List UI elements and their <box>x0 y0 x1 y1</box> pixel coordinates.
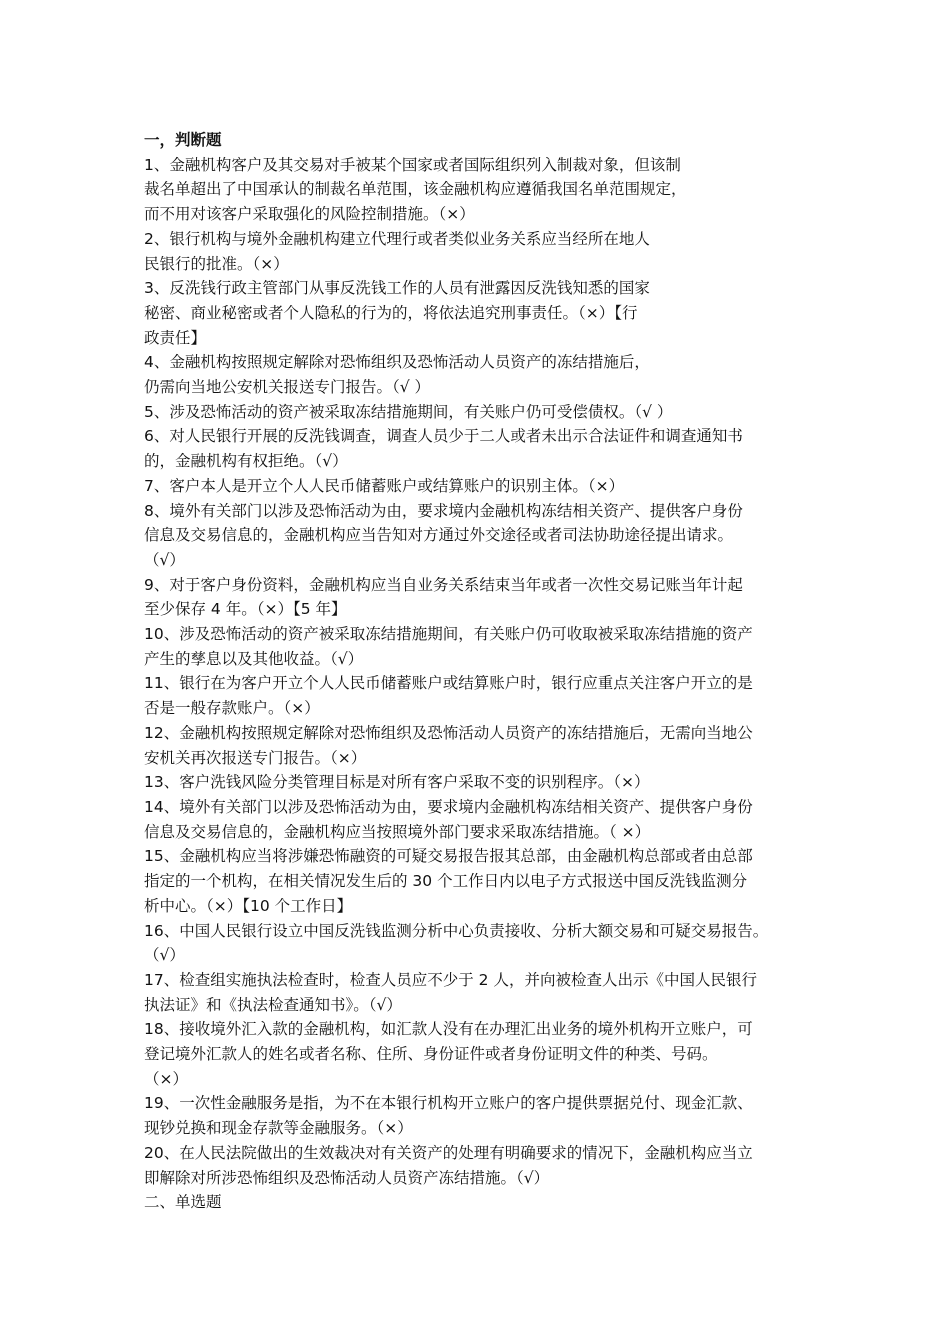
text-line: 析中心。（×）【10 个工作日】 <box>144 896 353 915</box>
text-line: 7、客户本人是开立个人人民币储蓄账户或结算账户的识别主体。（×） <box>144 476 625 495</box>
text-line: 8、境外有关部门以涉及恐怖活动为由，要求境内金融机构冻结相关资产、提供客户身份 <box>144 501 743 520</box>
text-line: 18、接收境外汇入款的金融机构，如汇款人没有在办理汇出业务的境外机构开立账户，可 <box>144 1020 753 1039</box>
text-line: 至少保存 4 年。（×）【5 年】 <box>144 600 347 619</box>
text-line: 而不用对该客户采取强化的风险控制措施。（×） <box>144 205 475 224</box>
text-line: （√） <box>144 550 185 569</box>
text-line: 3、反洗钱行政主管部门从事反洗钱工作的人员有泄露因反洗钱知悉的国家 <box>144 279 650 298</box>
text-line: 否是一般存款账户。（×） <box>144 699 320 718</box>
text-line: 2、银行机构与境外金融机构建立代理行或者类似业务关系应当经所在地人 <box>144 229 650 248</box>
text-line: 秘密、商业秘密或者个人隐私的行为的，将依法追究刑事责任。（×）【行 <box>144 303 638 322</box>
text-line: 16、中国人民银行设立中国反洗钱监测分析中心负责接收、分析大额交易和可疑交易报告。 <box>144 921 769 940</box>
text-line: 安机关再次报送专门报告。（×） <box>144 748 367 767</box>
section-heading-judgment: 一，判断题 <box>144 131 222 149</box>
text-line: 信息及交易信息的，金融机构应当告知对方通过外交途径或者司法协助途径提出请求。 <box>144 526 734 545</box>
text-line: 产生的孳息以及其他收益。（√） <box>144 649 364 668</box>
text-line: 现钞兑换和现金存款等金融服务。（×） <box>144 1119 413 1138</box>
text-line: 的，金融机构有权拒绝。（√） <box>144 452 348 471</box>
text-line: 4、金融机构按照规定解除对恐怖组织及恐怖活动人员资产的冻结措施后， <box>144 353 650 372</box>
text-line: 9、对于客户身份资料，金融机构应当自业务关系结束当年或者一次性交易记账当年计起 <box>144 575 743 594</box>
text-line: 执法证》和《执法检查通知书》。（√） <box>144 995 402 1014</box>
text-line: （×） <box>144 1069 188 1088</box>
text-line: 指定的一个机构，在相关情况发生后的 30 个工作日内以电子方式报送中国反洗钱监测分 <box>144 872 748 891</box>
text-line: 14、境外有关部门以涉及恐怖活动为由，要求境内金融机构冻结相关资产、提供客户身份 <box>144 797 753 816</box>
text-line: 1、金融机构客户及其交易对手被某个国家或者国际组织列入制裁对象，但该制 <box>144 155 681 174</box>
text-line: 5、涉及恐怖活动的资产被采取冻结措施期间，有关账户仍可受偿债权。（√ ） <box>144 402 673 421</box>
text-line: 民银行的批准。（×） <box>144 254 289 273</box>
text-line: 登记境外汇款人的姓名或者名称、住所、身份证件或者身份证明文件的种类、号码。 <box>144 1045 718 1064</box>
text-line: 12、金融机构按照规定解除对恐怖组织及恐怖活动人员资产的冻结措施后，无需向当地公 <box>144 723 753 742</box>
text-line: 20、在人民法院做出的生效裁决对有关资产的处理有明确要求的情况下，金融机构应当立 <box>144 1143 753 1162</box>
text-line: 19、一次性金融服务是指，为不在本银行机构开立账户的客户提供票据兑付、现金汇款、 <box>144 1094 753 1113</box>
text-line: 信息及交易信息的，金融机构应当按照境外部门要求采取冻结措施。（ ×） <box>144 822 651 841</box>
text-line: 11、银行在为客户开立个人人民币储蓄账户或结算账户时，银行应重点关注客户开立的是 <box>144 674 753 693</box>
text-line: 17、检查组实施执法检查时，检查人员应不少于 2 人，并向被检查人出示《中国人民银行 <box>144 970 757 989</box>
text-line: 即解除对所涉恐怖组织及恐怖活动人员资产冻结措施。（√） <box>144 1168 550 1187</box>
text-line: 6、对人民银行开展的反洗钱调查，调查人员少于二人或者未出示合法证件和调查通知书 <box>144 427 743 446</box>
text-line: 仍需向当地公安机关报送专门报告。（√ ） <box>144 378 431 397</box>
text-line: 10、涉及恐怖活动的资产被采取冻结措施期间，有关账户仍可收取被采取冻结措施的资产 <box>144 625 753 644</box>
text-line: （√） <box>144 946 185 965</box>
text-line: 13、客户洗钱风险分类管理目标是对所有客户采取不变的识别程序。（×） <box>144 773 650 792</box>
text-line: 政责任】 <box>144 328 207 347</box>
text-line: 15、金融机构应当将涉嫌恐怖融资的可疑交易报告报其总部，由金融机构总部或者由总部 <box>144 847 753 866</box>
document-page <box>144 128 812 1215</box>
text-line: 裁名单超出了中国承认的制裁名单范围，该金融机构应遵循我国名单范围规定， <box>144 180 687 199</box>
section-heading-single-choice: 二、单选题 <box>144 1193 222 1212</box>
